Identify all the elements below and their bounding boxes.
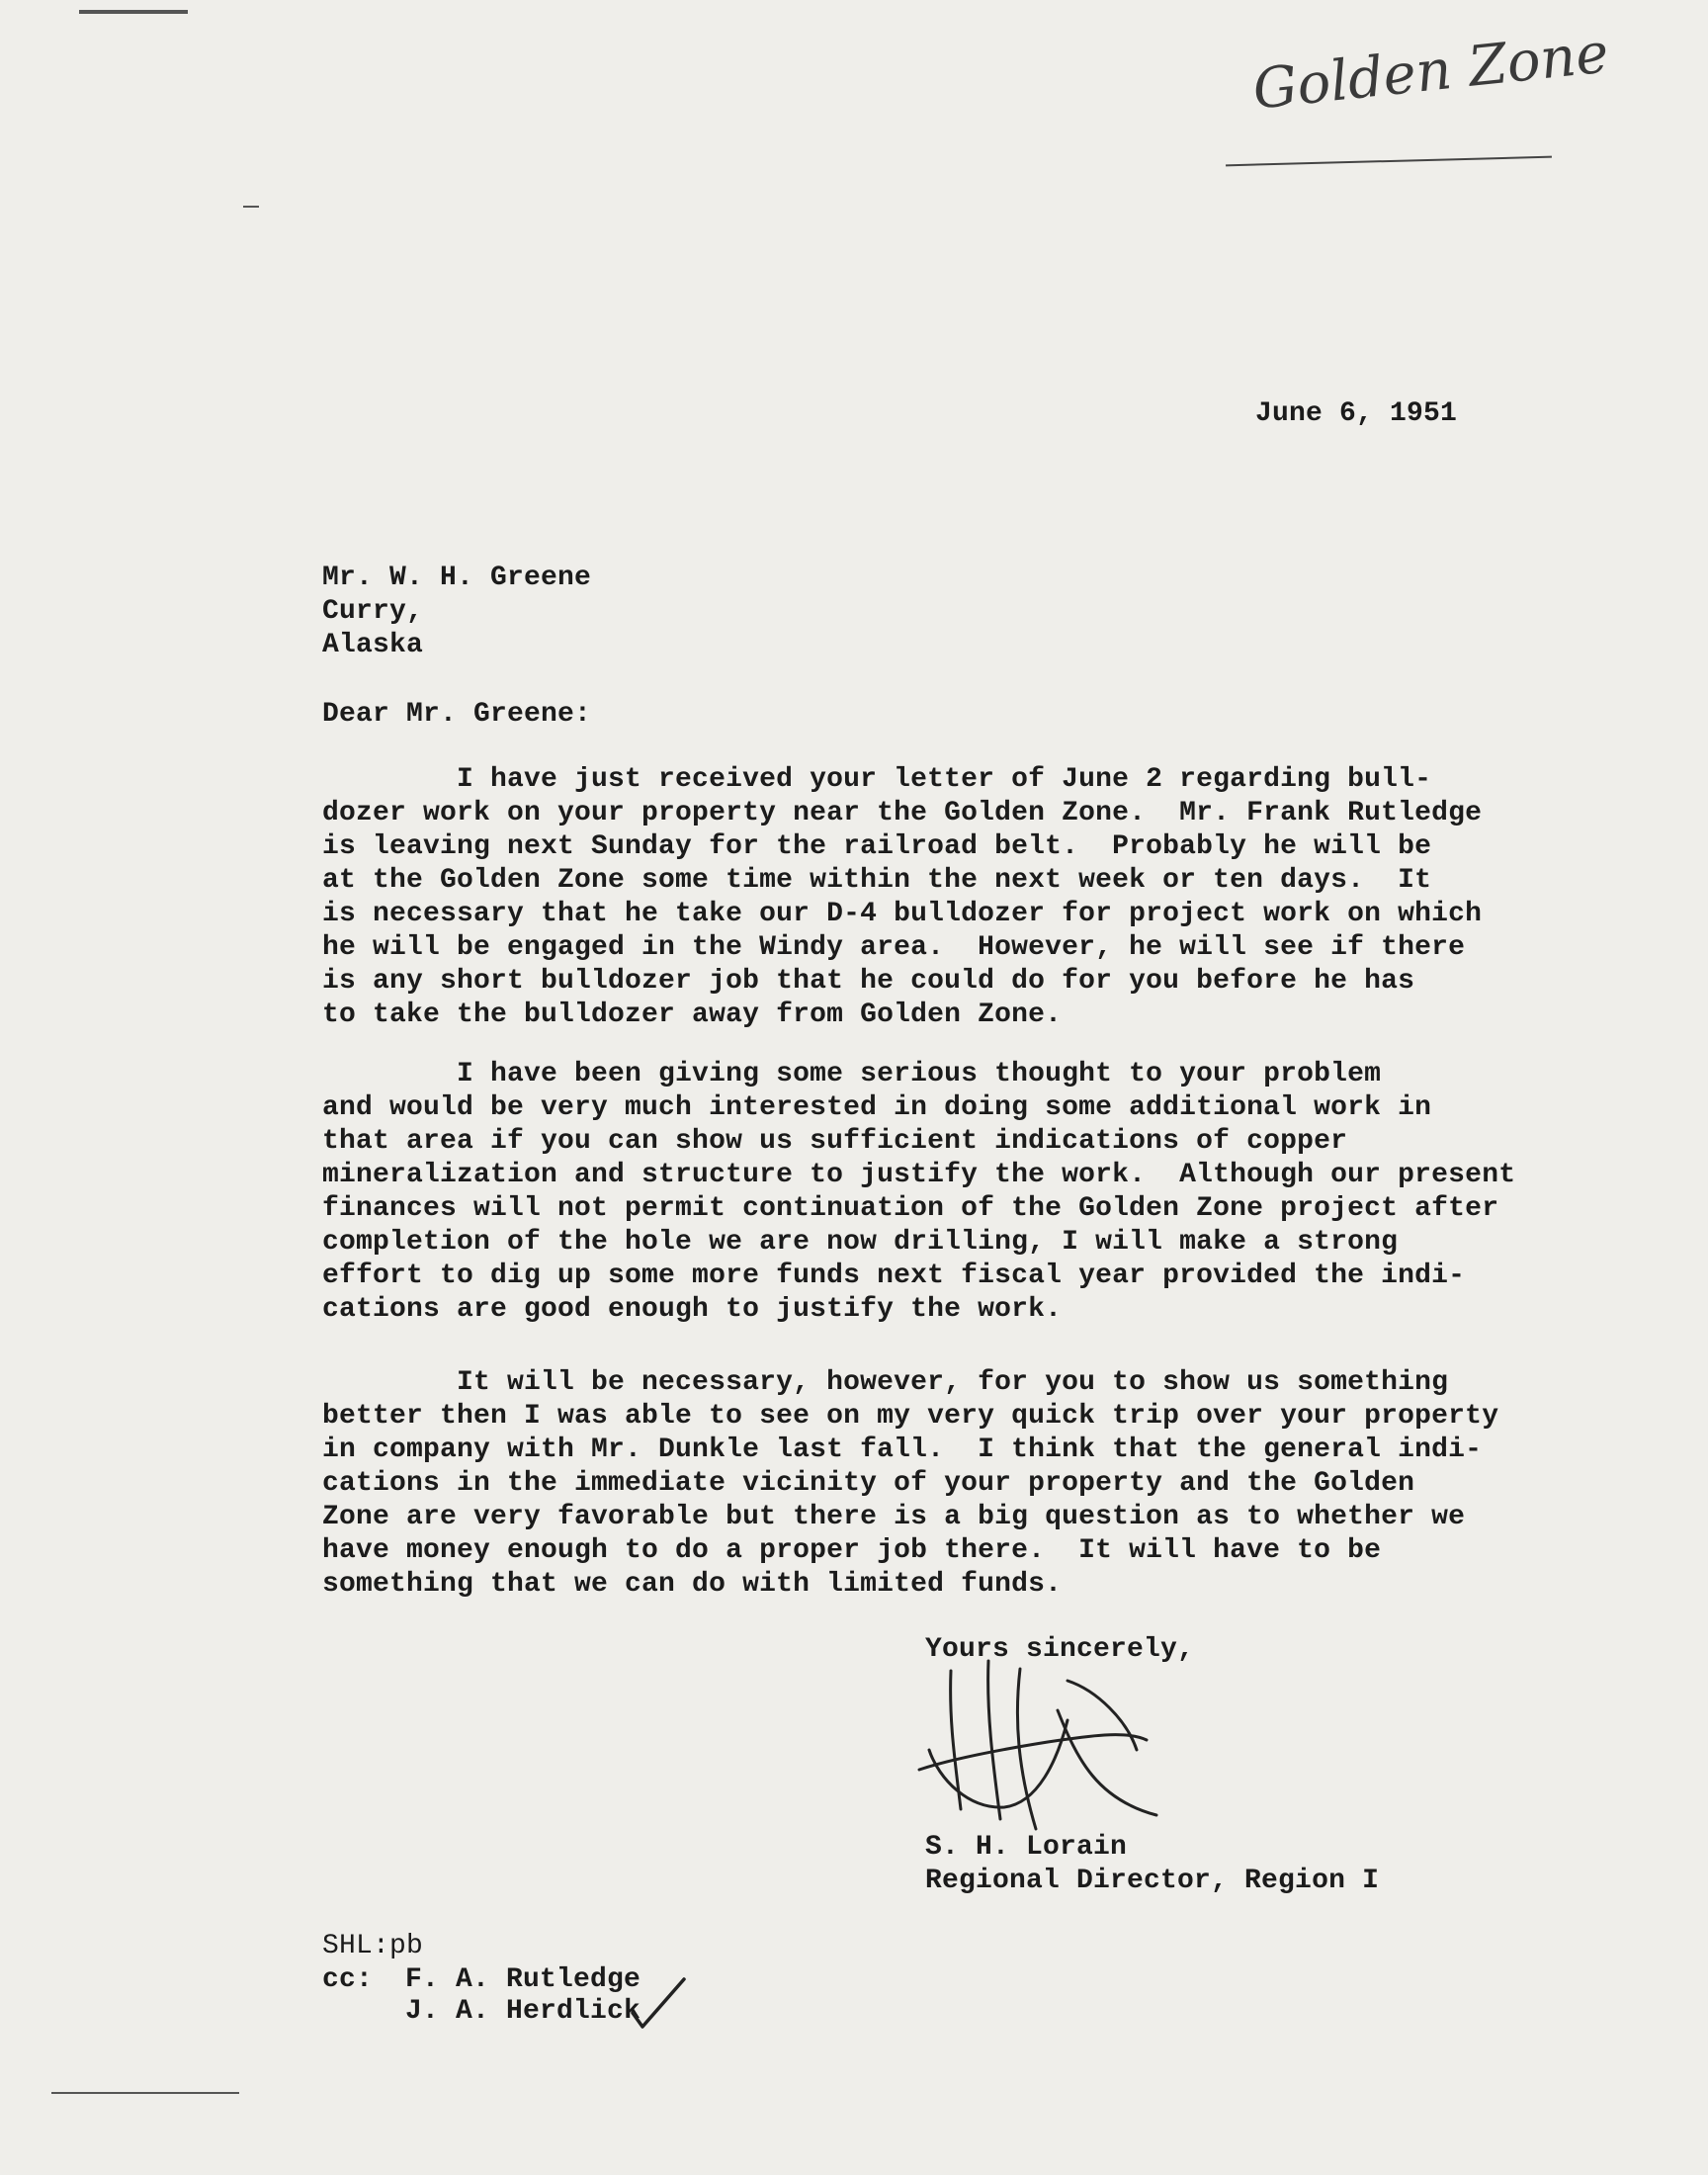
scan-mark: [51, 2092, 239, 2094]
recipient-state: Alaska: [322, 630, 424, 660]
cc-name: J. A. Herdlick: [405, 1996, 641, 2027]
body-line: better then I was able to see on my very quick trip over your property: [322, 1401, 1499, 1432]
body-line: have money enough to do a proper job there. It will have to be: [322, 1535, 1382, 1566]
body-line: to take the bulldozer away from Golden Zone.: [322, 1000, 1063, 1030]
body-line: is any short bulldozer job that he could do for you before he has: [322, 966, 1415, 997]
body-line: cations are good enough to justify the work.: [322, 1294, 1063, 1325]
check-mark-icon: [629, 1973, 688, 2033]
body-line: It will be necessary, however, for you to show us something: [322, 1367, 1449, 1398]
body-line: completion of the hole we are now drilling, I will make a strong: [322, 1227, 1399, 1258]
body-line: he will be engaged in the Windy area. However, he will see if there: [322, 932, 1466, 963]
cc-label: cc:: [322, 1964, 374, 1995]
signer-name: S. H. Lorain: [925, 1832, 1128, 1863]
body-line: cations in the immediate vicinity of your property and the Golden: [322, 1468, 1415, 1499]
body-line: something that we can do with limited funds.: [322, 1569, 1063, 1600]
scan-mark: [243, 206, 259, 208]
body-line: is necessary that he take our D-4 bulldozer for project work on which: [322, 899, 1483, 929]
body-line: is leaving next Sunday for the railroad belt. Probably he will be: [322, 831, 1432, 862]
recipient-name: Mr. W. H. Greene: [322, 563, 592, 593]
body-line: I have been giving some serious thought to your problem: [322, 1059, 1382, 1089]
closing: Yours sincerely,: [925, 1634, 1195, 1665]
handwritten-underline: [1226, 156, 1552, 167]
body-line: in company with Mr. Dunkle last fall. I think that the general indi-: [322, 1435, 1483, 1465]
signer-title: Regional Director, Region I: [925, 1866, 1380, 1896]
body-line: at the Golden Zone some time within the next week or ten days. It: [322, 865, 1432, 896]
body-line: dozer work on your property near the Golden Zone. Mr. Frank Rutledge: [322, 798, 1483, 828]
scan-mark: [79, 10, 188, 14]
body-line: Zone are very favorable but there is a big question as to whether we: [322, 1502, 1466, 1532]
body-paragraph: [322, 1366, 1498, 1602]
body-line: and would be very much interested in doing some additional work in: [322, 1092, 1432, 1123]
body-line: mineralization and structure to justify the work. Although our present: [322, 1160, 1516, 1190]
body-line: finances will not permit continuation of the Golden Zone project after: [322, 1193, 1499, 1224]
recipient-city: Curry,: [322, 596, 424, 627]
reference-initials: SHL:pb: [322, 1931, 424, 1961]
signature-scribble: [909, 1641, 1166, 1839]
letter-date: June 6, 1951: [1255, 398, 1458, 429]
body-line: that area if you can show us sufficient indications of copper: [322, 1126, 1348, 1157]
salutation: Dear Mr. Greene:: [322, 699, 592, 730]
body-line: effort to dig up some more funds next fiscal year provided the indi-: [322, 1261, 1466, 1291]
body-paragraph: [322, 763, 1482, 1032]
cc-name: F. A. Rutledge: [405, 1964, 641, 1995]
handwritten-note: Golden Zone: [1249, 21, 1612, 123]
body-line: I have just received your letter of June 2 regarding bull-: [322, 764, 1432, 795]
body-paragraph: [322, 1058, 1515, 1327]
